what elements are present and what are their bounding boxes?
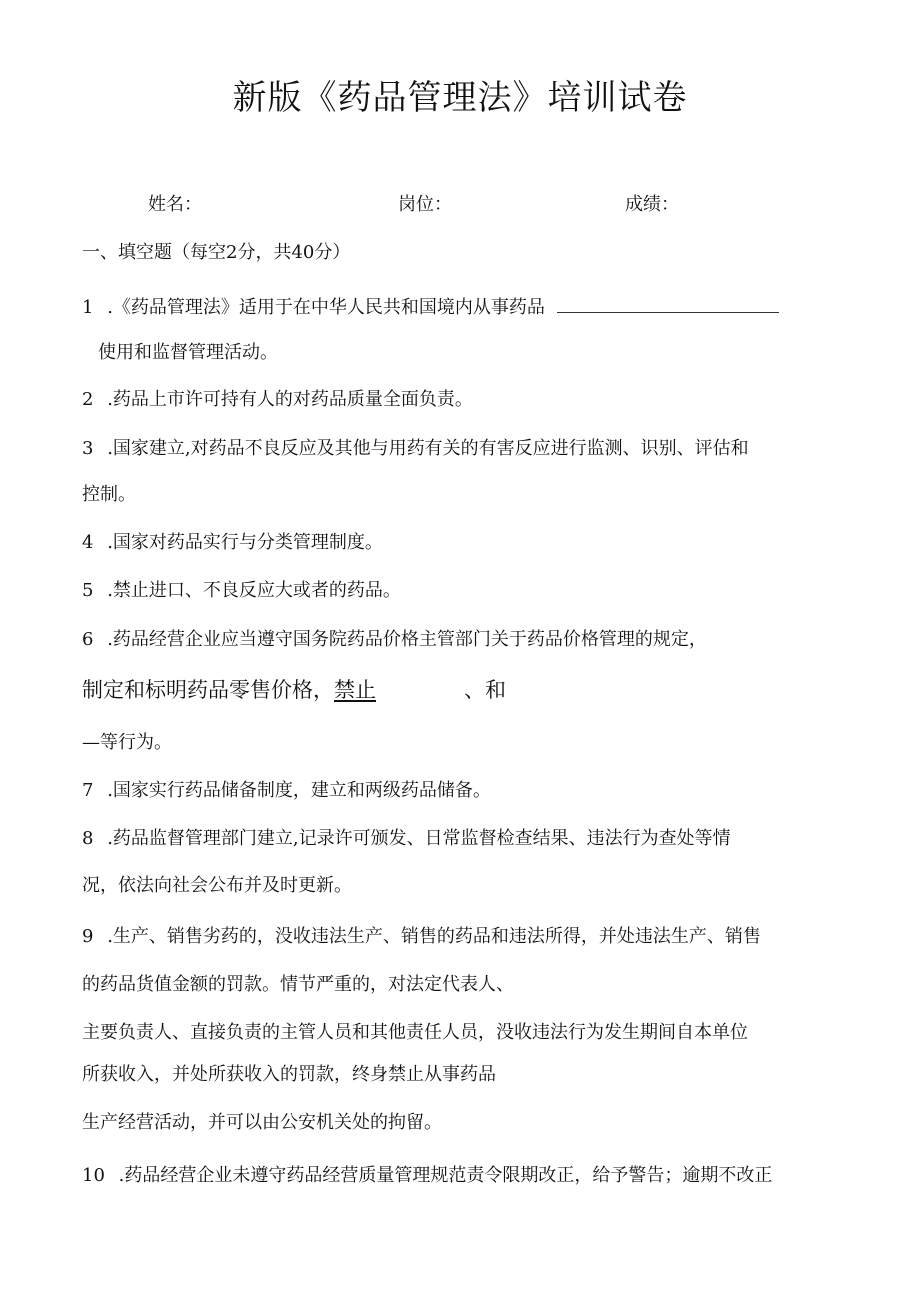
question-9-continuation-3: 所获收入，并处所获收入的罚款，终身禁止从事药品 xyxy=(82,1064,496,1085)
page-title: 新版《药品管理法》培训试卷 xyxy=(232,78,688,118)
question-number: 2 xyxy=(82,389,94,410)
question-9 xyxy=(82,924,761,950)
question-text: .国家实行药品储备制度，建立和两级药品储备。 xyxy=(107,780,491,801)
question-text: .药品经营企业未遵守药品经营质量管理规范责令限期改正，给予警告；逾期不改正 xyxy=(118,1165,773,1186)
question-6-cont-a: 制定和标明药品零售价格， xyxy=(82,678,334,702)
question-3-continuation: 控制。 xyxy=(82,484,136,505)
question-6-continuation xyxy=(82,677,506,703)
question-9-continuation-4: 生产经营活动，并可以由公安机关处的拘留。 xyxy=(82,1112,442,1133)
question-number: 1 xyxy=(82,297,94,318)
question-number: 10 xyxy=(82,1165,105,1186)
question-1 xyxy=(82,294,779,321)
question-8 xyxy=(82,826,731,852)
answer-blank xyxy=(557,294,779,313)
question-9-continuation-2: 主要负责人、直接负责的主管人员和其他责任人员，没收违法行为发生期间自本单位 xyxy=(82,1022,748,1043)
question-number: 4 xyxy=(82,532,94,553)
section-heading: 一、填空题（每空2分，共40分） xyxy=(82,242,351,263)
score-field-label: 成绩： xyxy=(625,194,679,215)
question-text: .国家建立,对药品不良反应及其他与用药有关的有害反应进行监测、识别、评估和 xyxy=(107,438,749,459)
question-number: 5 xyxy=(82,580,94,601)
question-text: .《药品管理法》适用于在中华人民共和国境内从事药品 xyxy=(107,297,545,318)
question-text: .药品经营企业应当遵守国务院药品价格主管部门关于药品价格管理的规定， xyxy=(107,629,707,650)
question-1-continuation: 使用和监督管理活动。 xyxy=(98,342,278,363)
question-number: 9 xyxy=(82,926,94,947)
question-text: .禁止进口、不良反应大或者的药品。 xyxy=(107,580,401,601)
position-field-label: 岗位： xyxy=(398,194,452,215)
question-10 xyxy=(82,1163,772,1189)
question-number: 8 xyxy=(82,828,94,849)
question-8-continuation: 况，依法向社会公布并及时更新。 xyxy=(82,875,352,896)
question-number: 7 xyxy=(82,780,94,801)
question-7 xyxy=(82,778,491,804)
question-4 xyxy=(82,530,383,556)
question-6-underlined: 禁止 xyxy=(334,678,376,702)
question-text: .生产、销售劣药的，没收违法生产、销售的药品和违法所得，并处违法生产、销售 xyxy=(107,926,761,947)
question-number: 3 xyxy=(82,438,94,459)
question-6-cont-c: 、和 xyxy=(464,678,506,702)
question-text: .国家对药品实行与分类管理制度。 xyxy=(107,532,383,553)
question-3 xyxy=(82,436,749,462)
question-text: .药品上市许可持有人的对药品质量全面负责。 xyxy=(107,389,473,410)
question-5 xyxy=(82,578,401,604)
question-6-continuation-2: —等行为。 xyxy=(82,732,172,753)
question-2 xyxy=(82,387,473,413)
question-number: 6 xyxy=(82,629,94,650)
question-text: .药品监督管理部门建立,记录许可颁发、日常监督检查结果、违法行为查处等情 xyxy=(107,828,731,849)
name-field-label: 姓名： xyxy=(148,194,202,215)
question-9-continuation-1: 的药品货值金额的罚款。情节严重的，对法定代表人、 xyxy=(82,974,514,995)
question-6 xyxy=(82,627,707,653)
